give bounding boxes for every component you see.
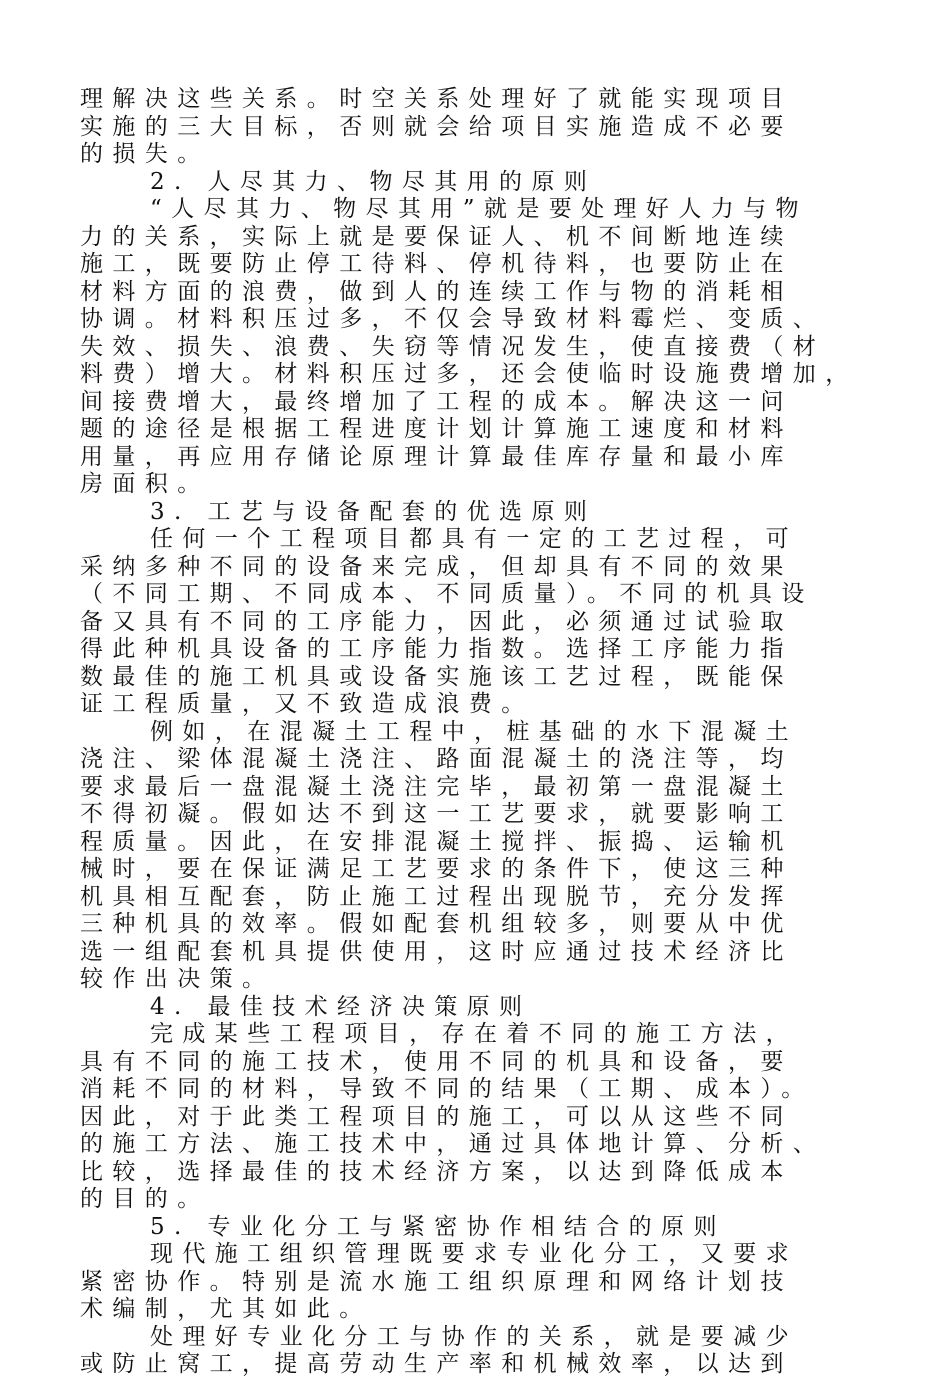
text-line: 备又具有不同的工序能力，因此，必须通过试验取 [80, 608, 793, 635]
text-line: 料费）增大。材料积压过多，还会使临时设施费增加， [80, 361, 858, 387]
text-line: 用量，再应用存储论原理计算最佳库存量和最小库 [80, 443, 793, 470]
text-line: 比较，选择最佳的技术经济方案，以达到降低成本 [80, 1158, 793, 1185]
text-line: 例如，在混凝土工程中，桩基础的水下混凝土 [150, 718, 798, 745]
text-line: 处理好专业化分工与协作的关系，就是要减少 [150, 1323, 798, 1350]
text-line: 力的关系，实际上就是要保证人、机不间断地连续 [80, 223, 793, 250]
text-line: 紧密协作。特别是流水施工组织原理和网络计划技 [80, 1268, 793, 1295]
text-line: 的损失。 [80, 141, 210, 167]
text-line: 的目的。 [80, 1186, 210, 1212]
text-line: 任何一个工程项目都具有一定的工艺过程，可 [150, 526, 798, 552]
text-line: 具有不同的施工技术，使用不同的机具和设备，要 [80, 1048, 793, 1075]
text-line: 房面积。 [80, 471, 210, 497]
text-line: 不得初凝。假如达不到这一工艺要求，就要影响工 [80, 801, 793, 827]
text-line: 协调。材料积压过多，不仅会导致材料霉烂、变质、 [80, 306, 826, 332]
text-line: 得此种机具设备的工序能力指数。选择工序能力指 [80, 636, 793, 662]
text-line: 题的途径是根据工程进度计划计算施工速度和材料 [80, 416, 793, 442]
text-line: 3. 工艺与设备配套的优选原则 [150, 498, 597, 525]
text-line: 三种机具的效率。假如配套机组较多，则要从中优 [80, 911, 793, 937]
text-line: “人尽其力、物尽其用”就是要处理好人力与物 [150, 196, 808, 222]
text-line: 械时，要在保证满足工艺要求的条件下，使这三种 [80, 856, 793, 882]
text-line: 材料方面的浪费，做到人的连续工作与物的消耗相 [80, 278, 793, 305]
text-line: 实施的三大目标，否则就会给项目实施造成不必要 [80, 113, 793, 140]
document-body [80, 86, 860, 1379]
text-line: 施工，既要防止停工待料、停机待料，也要防止在 [80, 251, 793, 277]
text-line: 间接费增大，最终增加了工程的成本。解决这一问 [80, 388, 793, 415]
text-line: 完成某些工程项目，存在着不同的施工方法， [150, 1021, 798, 1047]
text-line: 的施工方法、施工技术中，通过具体地计算、分析、 [80, 1131, 826, 1157]
text-line: 较作出决策。 [80, 966, 275, 992]
text-line: 2. 人尽其力、物尽其用的原则 [150, 168, 597, 195]
text-line: 4. 最佳技术经济决策原则 [150, 993, 532, 1020]
text-line: 证工程质量，又不致造成浪费。 [80, 691, 534, 717]
text-line: 选一组配套机具提供使用，这时应通过技术经济比 [80, 938, 793, 965]
text-line: 理解决这些关系。时空关系处理好了就能实现项目 [80, 86, 793, 112]
text-line: 消耗不同的材料，导致不同的结果（工期、成本）。 [80, 1076, 814, 1102]
text-line: 程质量。因此，在安排混凝土搅拌、振捣、运输机 [80, 828, 793, 855]
text-line: 现代施工组织管理既要求专业化分工，又要求 [150, 1241, 798, 1267]
text-line: 5. 专业化分工与紧密协作相结合的原则 [150, 1213, 726, 1240]
text-line: 采纳多种不同的设备来完成，但却具有不同的效果 [80, 553, 793, 580]
text-line: 因此，对于此类工程项目的施工，可以从这些不同 [80, 1103, 793, 1130]
text-line: 术编制，尤其如此。 [80, 1296, 372, 1322]
text-line: 或防止窝工，提高劳动生产率和机械效率，以达到 [80, 1351, 793, 1377]
text-line: （不同工期、不同成本、不同质量）。不同的机具设 [80, 581, 814, 607]
text-line: 机具相互配套，防止施工过程出现脱节，充分发挥 [80, 883, 793, 910]
text-line: 数最佳的施工机具或设备实施该工艺过程，既能保 [80, 663, 793, 690]
text-line: 失效、损失、浪费、失窃等情况发生，使直接费（材 [80, 333, 826, 360]
text-line: 要求最后一盘混凝土浇注完毕，最初第一盘混凝土 [80, 773, 793, 800]
text-line: 浇注、梁体混凝土浇注、路面混凝土的浇注等，均 [80, 746, 793, 772]
